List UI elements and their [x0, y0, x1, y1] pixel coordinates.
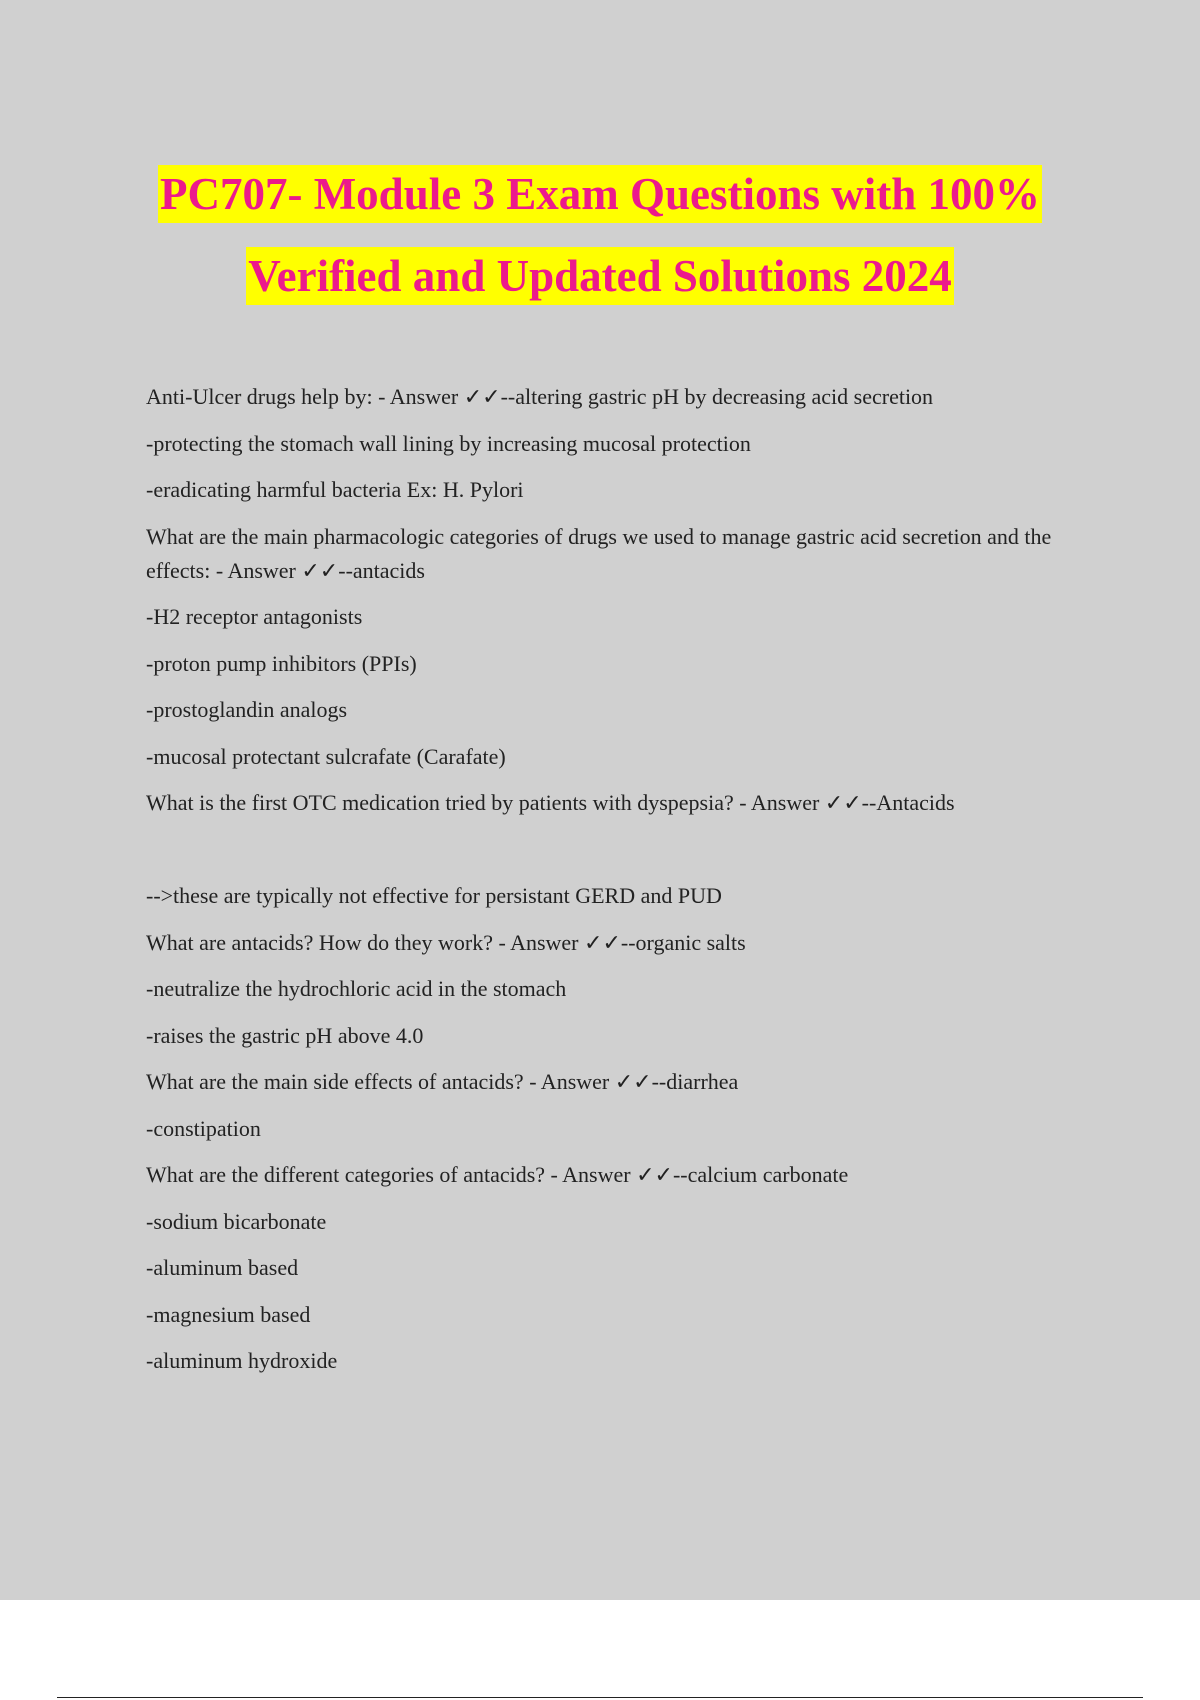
document-title [0, 165, 1200, 329]
body-line: -mucosal protectant sulcrafate (Carafate) [146, 743, 506, 769]
document-body [146, 380, 1076, 1391]
body-line: -H2 receptor antagonists [146, 604, 363, 629]
body-line: What are antacids? How do they work? - Answer ✓✓--organic salts [146, 929, 746, 955]
body-line: -aluminum hydroxide [146, 1348, 338, 1373]
body-line: -prostoglandin analogs [146, 697, 348, 722]
body-line: What are the main pharmacologic categories of drugs we used to manage gastric acid secretion and the effects: - Answer ✓✓--antacids [146, 523, 1057, 583]
body-line: -aluminum based [146, 1255, 299, 1280]
body-line: -proton pump inhibitors (PPIs) [146, 650, 417, 676]
body-line: -eradicating harmful bacteria Ex: H. Pylori [146, 477, 524, 502]
title-line-1: PC707- Module 3 Exam Questions with 100% [158, 165, 1042, 223]
body-line: What are the main side effects of antacids? - Answer ✓✓--diarrhea [146, 1069, 739, 1094]
body-line: What are the different categories of antacids? - Answer ✓✓--calcium carbonate [146, 1162, 849, 1187]
title-line-2: Verified and Updated Solutions 2024 [246, 247, 953, 305]
body-line: -protecting the stomach wall lining by increasing mucosal protection [146, 430, 751, 456]
footer-divider [57, 1697, 1143, 1698]
body-line: -sodium bicarbonate [146, 1208, 327, 1234]
body-line: -neutralize the hydrochloric acid in the stomach [146, 976, 567, 1001]
body-line: What is the first OTC medication tried by patients with dyspepsia? - Answer ✓✓--Antacids [146, 790, 955, 815]
body-line: -->these are typically not effective for persistant GERD and PUD [146, 883, 722, 908]
body-line: -raises the gastric pH above 4.0 [146, 1022, 424, 1048]
body-line: -constipation [146, 1115, 261, 1141]
body-line: Anti-Ulcer drugs help by: - Answer ✓✓--altering gastric pH by decreasing acid secretion [146, 384, 934, 409]
body-line: -magnesium based [146, 1301, 311, 1327]
page-bottom-margin [146, 1600, 1076, 1697]
